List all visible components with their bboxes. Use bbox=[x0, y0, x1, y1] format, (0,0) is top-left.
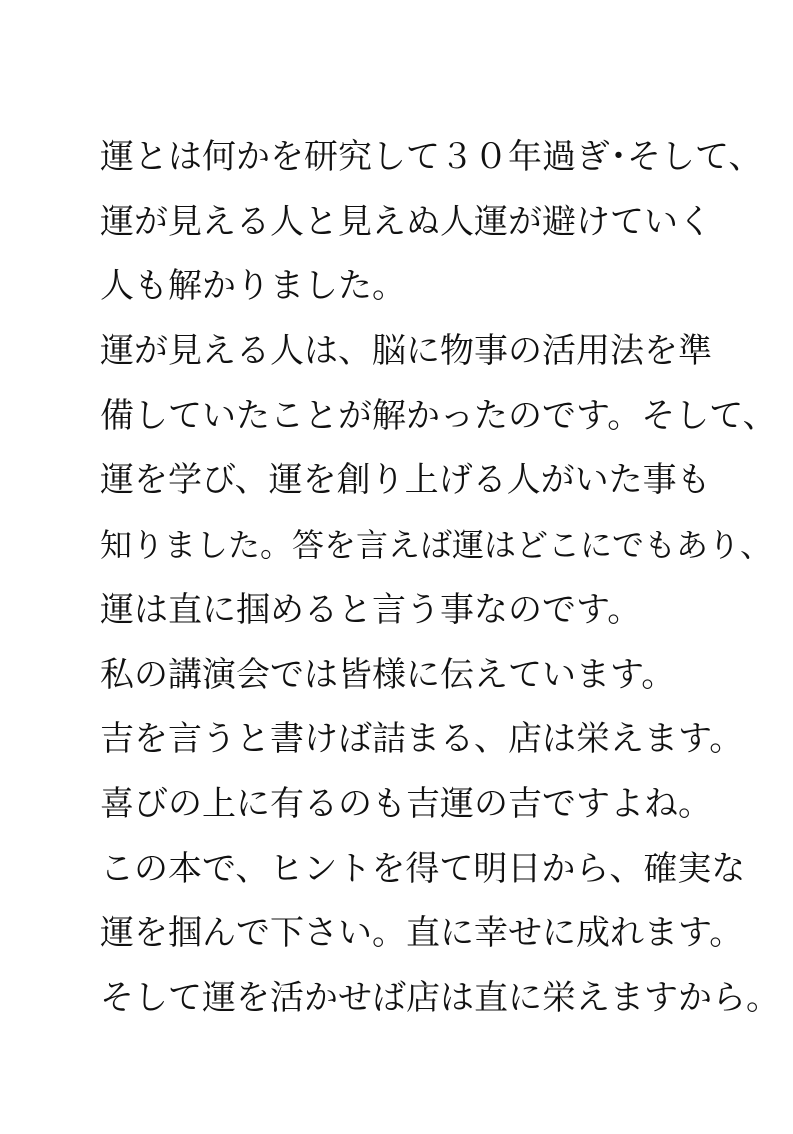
text-line-2: 運が見える人と見えぬ人運が避けていく bbox=[100, 201, 712, 242]
text-line-3: 人も解かりました。 bbox=[100, 266, 406, 307]
body-text bbox=[100, 125, 780, 1031]
text-line-4: 運が見える人は、脳に物事の活用法を準 bbox=[100, 331, 712, 372]
text-line-12: この本で、ヒントを得て明日から、確実な bbox=[100, 848, 746, 889]
text-line-14: そして運を活かせば店は直に栄えますから。 bbox=[100, 977, 780, 1018]
text-line-9: 私の講演会では皆様に伝えています。 bbox=[100, 654, 676, 695]
text-line-7: 知りました。答を言えば運はどこにでもあり、 bbox=[100, 526, 773, 565]
text-line-1: 運とは何かを研究して３０年過ぎ･そして、 bbox=[100, 137, 763, 177]
text-line-11: 喜びの上に有るのも吉運の吉ですよね。 bbox=[100, 783, 712, 824]
text-line-8: 運は直に掴めると言う事なのです。 bbox=[100, 589, 642, 630]
text-line-10: 吉を言うと書けば詰まる、店は栄えます。 bbox=[100, 719, 744, 760]
text-line-5: 備していたことが解かったのです。そして、 bbox=[100, 395, 777, 436]
text-line-6: 運を学び、運を創り上げる人がいた事も bbox=[100, 460, 711, 501]
text-line-13: 運を掴んで下さい。直に幸せに成れます。 bbox=[100, 913, 744, 954]
